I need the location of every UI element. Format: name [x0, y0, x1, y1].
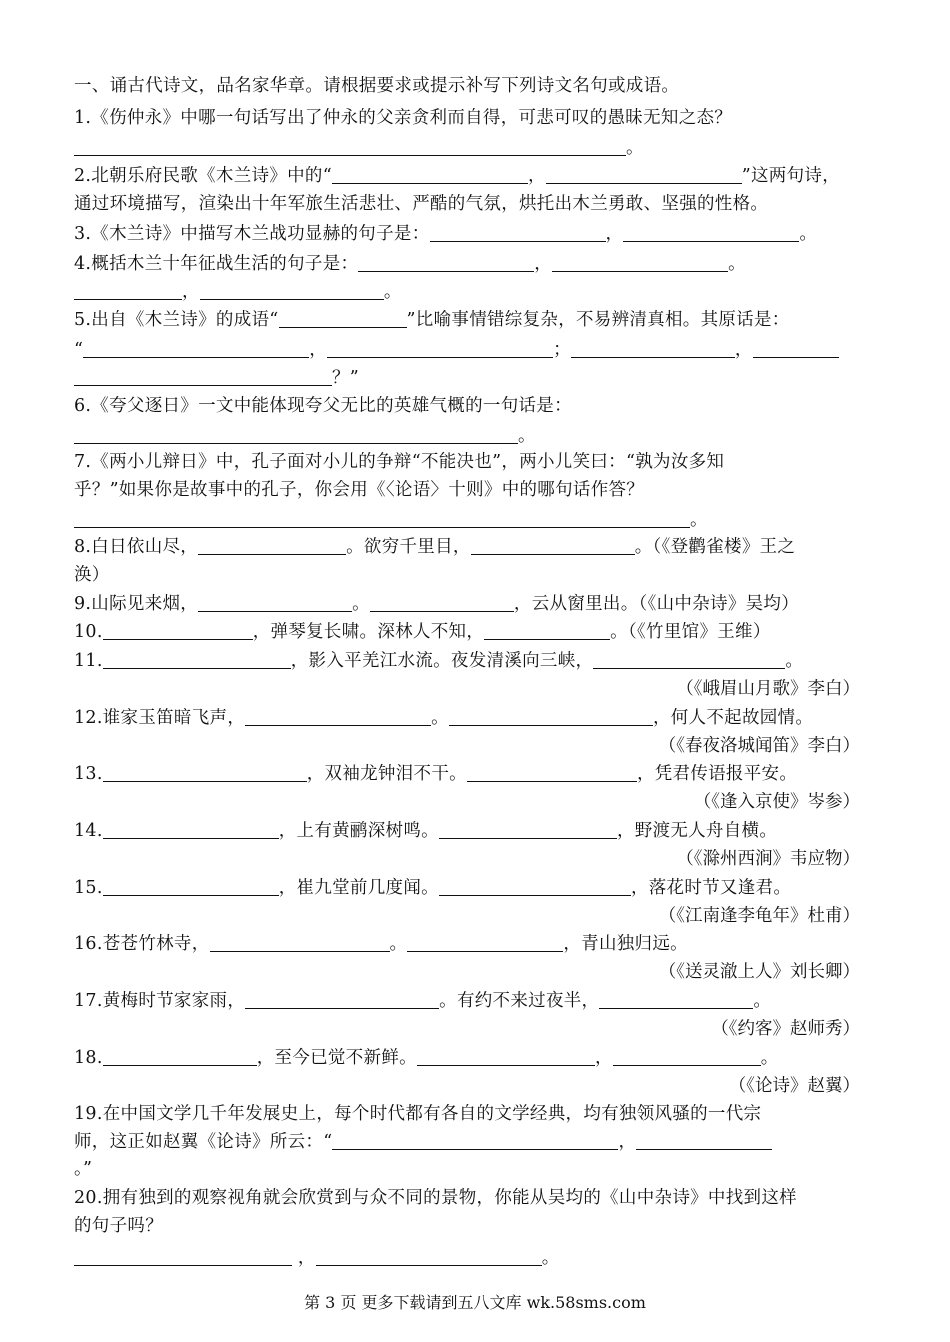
question-6-answer: 。 — [74, 424, 536, 448]
answer-blank[interactable] — [332, 1131, 618, 1150]
answer-blank[interactable] — [636, 1131, 772, 1150]
question-8: 8.白日依山尽， 。欲穷千里目， 。（《登鹳雀楼》王之 — [74, 537, 796, 557]
answer-blank[interactable] — [417, 1047, 595, 1066]
answer-blank[interactable] — [74, 137, 626, 156]
question-14: 14. ，上有黄鹂深树鸣。 ，野渡无人舟自横。 — [74, 821, 778, 841]
answer-blank[interactable] — [103, 621, 253, 640]
answer-blank[interactable] — [103, 820, 279, 839]
answer-blank[interactable] — [552, 253, 728, 272]
answer-blank[interactable] — [74, 281, 182, 300]
question-19: 19.在中国文学几千年发展史上，每个时代都有各自的文学经典，均有独领风骚的一代宗 — [74, 1104, 762, 1124]
answer-blank[interactable] — [546, 165, 742, 184]
question-20-answer: ， 。 — [74, 1246, 560, 1270]
source-12: （《春夜洛城闻笛》李白） — [658, 736, 860, 756]
source-17: （《约客》赵师秀） — [711, 1019, 860, 1039]
answer-blank[interactable] — [83, 339, 309, 358]
answer-blank[interactable] — [279, 309, 407, 328]
page-footer: 第 3 页 更多下载请到五八文库 wk.58sms.com — [304, 1293, 646, 1312]
answer-blank[interactable] — [358, 253, 534, 272]
question-7-answer: 。 — [74, 508, 708, 532]
question-13: 13. ，双袖龙钟泪不干。 ，凭君传语报平安。 — [74, 764, 798, 784]
question-5: 5.出自《木兰诗》的成语“ ”比喻事情错综复杂，不易辨清真相。其原话是： — [74, 310, 790, 330]
answer-blank[interactable] — [200, 281, 384, 300]
question-4-cont: ， 。 — [74, 280, 402, 304]
answer-blank[interactable] — [245, 990, 439, 1009]
question-2: 2.北朝乐府民歌《木兰诗》中的“ ， ”这两句诗， — [74, 166, 841, 186]
answer-blank[interactable] — [103, 763, 307, 782]
answer-blank[interactable] — [74, 509, 690, 528]
question-5-cont2: ？” — [74, 366, 359, 390]
answer-blank[interactable] — [327, 339, 553, 358]
answer-blank[interactable] — [370, 593, 514, 612]
source-18: （《论诗》赵翼） — [728, 1076, 860, 1096]
question-9: 9.山际见来烟， 。 ，云从窗里出。（《山中杂诗》吴均） — [74, 594, 800, 614]
question-20: 20.拥有独到的观察视角就会欣赏到与众不同的景物，你能从吴均的《山中杂诗》中找到这样 — [74, 1188, 797, 1208]
question-7: 7.《两小儿辩日》中，孔子面对小儿的争辩“不能决也”，两小儿笑曰：“孰为汝多知 — [74, 452, 725, 472]
answer-blank[interactable] — [103, 877, 279, 896]
question-11: 11. ，影入平羌江水流。夜发清溪向三峡， 。 — [74, 651, 804, 671]
answer-blank[interactable] — [103, 1047, 257, 1066]
question-5-cont: “ ， ； ， — [74, 338, 839, 362]
source-15: （《江南逢李龟年》杜甫） — [658, 906, 860, 926]
answer-blank[interactable] — [449, 707, 653, 726]
answer-blank[interactable] — [430, 223, 606, 242]
answer-blank[interactable] — [467, 763, 637, 782]
answer-blank[interactable] — [316, 1247, 542, 1266]
answer-blank[interactable] — [332, 165, 528, 184]
question-19-end: 。” — [74, 1159, 93, 1179]
answer-blank[interactable] — [198, 536, 346, 555]
question-1: 1.《伤仲永》中哪一句话写出了仲永的父亲贪利而自得，可悲可叹的愚昧无知之态？ — [74, 108, 733, 128]
answer-blank[interactable] — [623, 223, 799, 242]
question-19-cont: 师，这正如赵翼《论诗》所云：“ ， — [74, 1130, 772, 1154]
source-16: （《送灵澈上人》刘长卿） — [658, 962, 860, 982]
answer-blank[interactable] — [471, 536, 635, 555]
answer-blank[interactable] — [407, 933, 563, 952]
answer-blank[interactable] — [593, 650, 785, 669]
answer-blank[interactable] — [613, 1047, 761, 1066]
answer-blank[interactable] — [74, 1247, 292, 1266]
answer-blank[interactable] — [439, 820, 617, 839]
question-8-cont: 涣） — [74, 565, 110, 585]
section-heading: 一、诵古代诗文，品名家华章。请根据要求或提示补写下列诗文名句或成语。 — [74, 76, 680, 96]
answer-blank[interactable] — [753, 339, 839, 358]
question-2-cont: 通过环境描写，渲染出十年军旅生活悲壮、严酷的气氛，烘托出木兰勇敢、坚强的性格。 — [74, 194, 769, 214]
answer-blank[interactable] — [599, 990, 753, 1009]
answer-blank[interactable] — [484, 621, 610, 640]
question-4: 4.概括木兰十年征战生活的句子是： ， 。 — [74, 254, 746, 274]
answer-blank[interactable] — [74, 425, 518, 444]
answer-blank[interactable] — [571, 339, 735, 358]
answer-blank[interactable] — [198, 593, 352, 612]
question-20-cont: 的句子吗？ — [74, 1216, 163, 1236]
source-11: （《峨眉山月歌》李白） — [676, 679, 860, 699]
question-12: 12.谁家玉笛暗飞声， 。 ，何人不起故园情。 — [74, 708, 814, 728]
question-1-answer: 。 — [74, 136, 644, 160]
answer-blank[interactable] — [245, 707, 431, 726]
question-16: 16.苍苍竹林寺， 。 ，青山独归远。 — [74, 934, 688, 954]
question-10: 10. ，弹琴复长啸。深林人不知， 。（《竹里馆》王维） — [74, 622, 771, 642]
question-17: 17.黄梅时节家家雨， 。有约不来过夜半， 。 — [74, 991, 772, 1011]
source-13: （《逢入京使》岑参） — [693, 792, 860, 812]
source-14: （《滁州西涧》韦应物） — [676, 849, 860, 869]
answer-blank[interactable] — [103, 650, 291, 669]
question-7-cont: 乎？”如果你是故事中的孔子，你会用《〈论语〉十则》中的哪句话作答？ — [74, 480, 645, 500]
question-6: 6.《夸父逐日》一文中能体现夸父无比的英雄气概的一句话是： — [74, 396, 572, 416]
question-3: 3.《木兰诗》中描写木兰战功显赫的句子是： ， 。 — [74, 224, 818, 244]
answer-blank[interactable] — [210, 933, 390, 952]
answer-blank[interactable] — [74, 367, 332, 386]
question-18: 18. ，至今已觉不新鲜。 ， 。 — [74, 1048, 779, 1068]
question-15: 15. ，崔九堂前几度闻。 ，落花时节又逢君。 — [74, 878, 792, 898]
answer-blank[interactable] — [439, 877, 631, 896]
